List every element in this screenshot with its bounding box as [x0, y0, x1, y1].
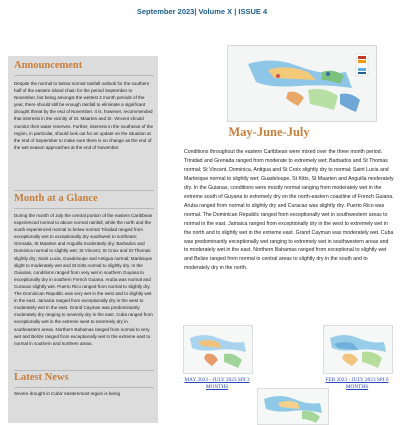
announcement-title: Announcement: [14, 60, 83, 71]
spi-3-month-caption[interactable]: MAY 2023 - JULY 2023 SPI 3 MONTHS: [184, 377, 250, 390]
divider: [14, 75, 154, 76]
issue-header: September 2023| Volume X | ISSUE 4: [136, 7, 268, 16]
spi-6-month-map: [323, 325, 393, 374]
main-section-text: Conditions throughout the eastern Caribbean were mixed over the three month period. Trinidad and Grenada ranged from moderate to extremely wet; Barbados and St Thomas normal; St Vincent, Dominica, Antigua and St Croix slightly dry to normal; Saint Lucia and Martinique normal to slightly wet; Guadeloupe, St Kitts, St Maarten and Anguilla moderately dry. In the Guianas, conditions were mostly normal ranging from moderately wet in the extreme south of Guyana to extremely dry on the north-eastern coastline of French Guiana. Aruba ranged from normal to slightly dry and Curacao was slightly dry. Puerto Rico was normal. The Dominican Republic ranged from exceptionally wet in southwestern areas to normal in the east. Jamaica ranged from exceptionally dry in the west to extremely wet in the north and to slightly wet in the extreme east. Grand Cayman was moderately wet. Cuba was predominantly exceptionally wet ranging to extremely wet in southwestern areas and to moderately wet in the east. Northern Bahamas ranged from exceptional to slightly wet and Belize ranged from normal in central areas to slightly dry in the south and to moderately dry in the north.: [184, 149, 394, 272]
divider: [14, 387, 154, 388]
announcement-text: Despite the normal to below normal rainfall outlook for the southern half of the eastern island chain for the period September to November, but being amongst the wettest 3 month periods of the year, there should still be enough rainfall to eliminate a significant drought threat by the end of November. It is, however, recommended that interests in the vicinity of St. Maarten and St. Vincent should monitor their water reserves. Further, interests in the southeast of the region, in particular, should look out for an update on the situation at the end of September to make sure there is no change as the end of the wet season approaches at the end of November.: [14, 81, 153, 150]
sidebar-panel: [8, 56, 158, 423]
divider: [14, 370, 154, 371]
latest-news-text: Severe drought in Cuba' easternmost region is being: [14, 391, 121, 396]
spi-map-image: [257, 388, 329, 425]
main-section-title: May-June-July: [228, 125, 310, 139]
divider: [14, 208, 154, 209]
spi-6-month-caption[interactable]: FEB 2023 - JULY 2023 SPI 6 MONTHS: [325, 377, 389, 390]
spi-map-image: [227, 45, 377, 122]
divider: [14, 190, 154, 191]
month-glance-text: During the month of July the central portion of the eastern Caribbean experienced normal to above normal rainfall, while the north and the south experienced normal to below normal Trinidad ranged from exceptionally wet to exceptionally dry southwest to northeast; Grenada, St Maarten and Anguilla moderately dry; Barbados and Dominica normal to slightly wet; St Vincent, St Croix and St Thomas slightly dry; Saint Lucia, Guadeloupe and Antigua normal; Martinique slight to moderately wet and St Kitts normal to slightly dry. In the Guianas, conditions ranged from very wet in southern Guyana to exceptionally dry in southern French Guiana. Aruba was normal and Curacao slightly wet. Puerto Rico ranged from normal to slightly dry. The Dominican Republic was very wet in the west and to slightly wet in the east. Jamaica ranged from exceptionally dry in the west to moderately wet in the east. Grand Cayman was predominantly moderately dry ranging to severely dry in the east. Cuba ranged from exceptionally wet in the extreme west to extremely dry in southeastern areas. Northern Bahamas ranged from normal to very wet and Belize ranged from exceptionally wet in the extreme east to normal in southern and northern areas.: [14, 213, 153, 346]
month-glance-title: Month at a Glance: [14, 193, 98, 204]
latest-news-title: Latest News: [14, 372, 69, 383]
spi-3-month-map: [183, 325, 253, 374]
